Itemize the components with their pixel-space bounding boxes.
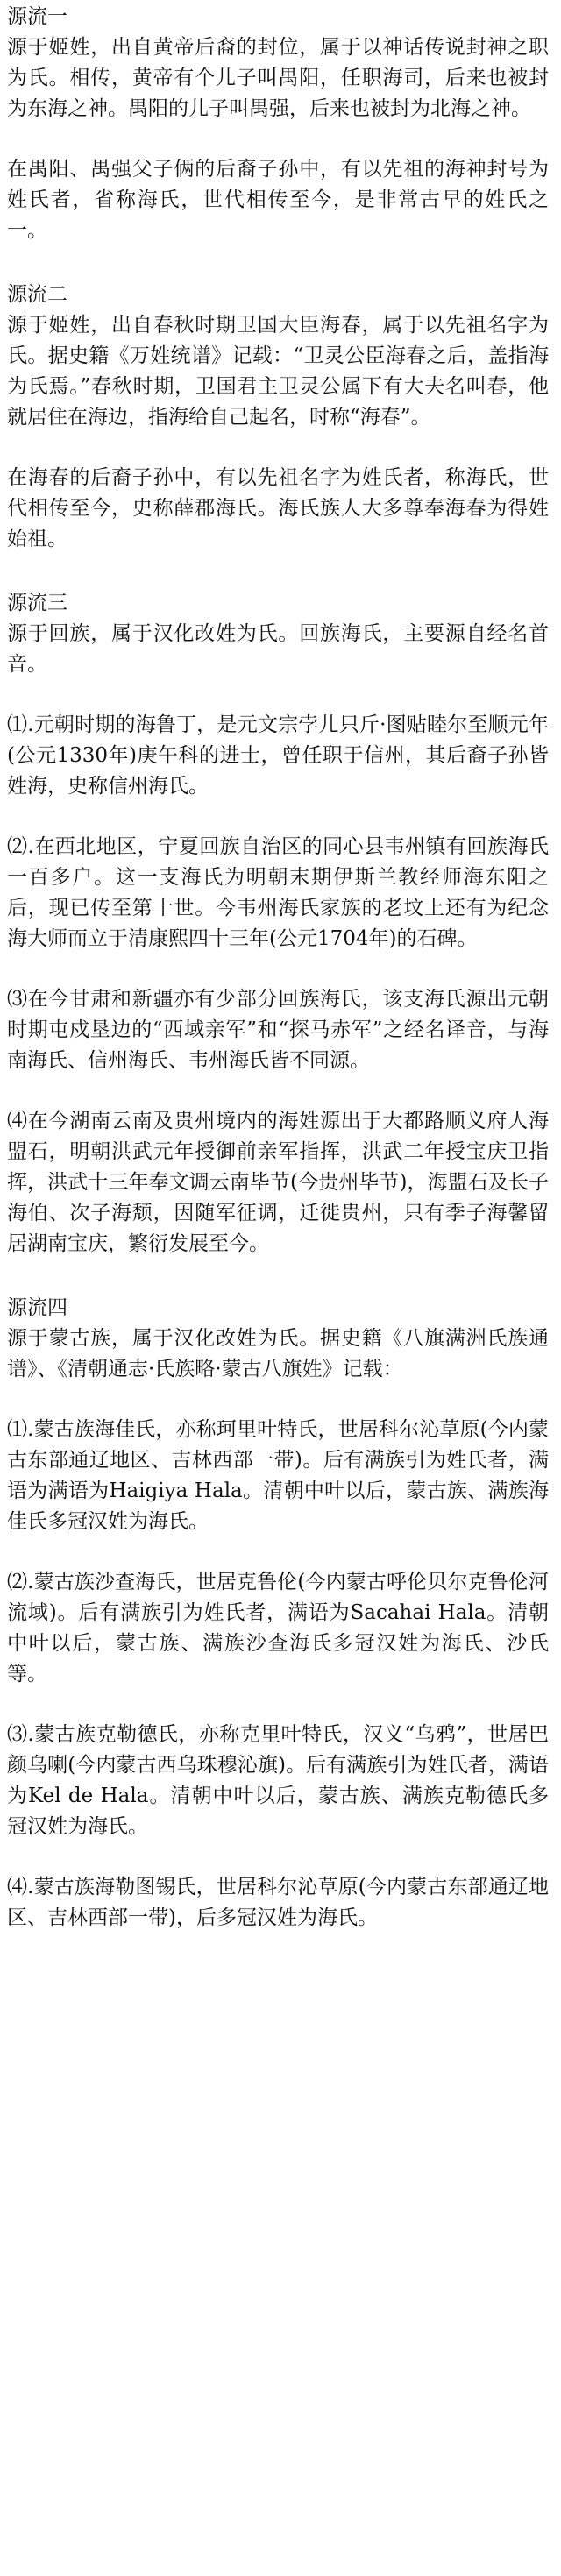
section-source-4 <box>7 1293 549 1934</box>
paragraph: 源于蒙古族，属于汉化改姓为氏。据史籍《八旗满洲氏族通谱》、《清朝通志·氏族略·蒙古八旗姓》记载： <box>7 1327 549 1380</box>
section-source-1 <box>7 2 549 246</box>
paragraph: ⑷在今湖南云南及贵州境内的海姓源出于大都路顺义府人海盟石，明朝洪武元年授御前亲军指挥，洪武二年授宝庆卫指挥，洪武十三年奉文调云南毕节(今贵州毕节)，海盟石及长子海伯、次子海颓，因随军征调，迁徙贵州，只有季子海馨留居湖南宝庆，繁衍发展至今。 <box>7 1110 549 1255</box>
section-heading: 源流一 <box>7 5 67 28</box>
paragraph: ⑶在今甘肃和新疆亦有少部分回族海氏，该支海氏源出元朝时期屯戍垦边的“西域亲军”和“探马赤军”之经名译音，与海南海氏、信州海氏、韦州海氏皆不同源。 <box>7 988 549 1072</box>
section-heading: 源流三 <box>7 592 67 614</box>
paragraph: 在海春的后裔子孙中，有以先祖名字为姓氏者，称海氏，世代相传至今，史称薛郡海氏。海氏族人大多尊奉海春为得姓始祖。 <box>7 466 549 550</box>
paragraph: ⑴.蒙古族海佳氏，亦称珂里叶特氏，世居科尔沁草原(今内蒙古东部通辽地区、吉林西部一带)。后有满族引为姓氏者，满语为满语为Haigiya Hala。清朝中叶以后，蒙古族、满族海佳氏多冠汉姓为海氏。 <box>7 1418 549 1533</box>
paragraph: 源于姬姓，出自黄帝后裔的封位，属于以神话传说封神之职为氏。相传，黄帝有个儿子叫禺阳，任职海司，后来也被封为东海之神。禺阳的儿子叫禺强，后来也被封为北海之神。 <box>7 36 549 120</box>
section-source-3 <box>7 588 549 1260</box>
section-heading: 源流四 <box>7 1296 67 1319</box>
paragraph: ⑴.元朝时期的海鲁丁，是元文宗孛儿只斤·图贴睦尔至顺元年(公元1330年)庚午科的进士，曾任职于信州，其后裔子孙皆姓海，史称信州海氏。 <box>7 713 549 798</box>
paragraph: ⑵.蒙古族沙查海氏，世居克鲁伦(今内蒙古呼伦贝尔克鲁伦河流域)。后有满族引为姓氏者，满语为Sacahai Hala。清朝中叶以后，蒙古族、满族沙查海氏多冠汉姓为海氏、沙氏等。 <box>7 1571 549 1685</box>
paragraph: ⑵.在西北地区，宁夏回族自治区的同心县韦州镇有回族海氏一百多户。这一支海氏为明朝末期伊斯兰教经师海东阳之后，现已传至第十世。今韦州海氏家族的老坟上还有为纪念海大师而立于清康熙四十三年(公元1704年)的石碑。 <box>7 835 549 950</box>
paragraph: 在禺阳、禺强父子俩的后裔子孙中，有以先祖的海神封号为姓氏者，省称海氏，世代相传至今，是非常古早的姓氏之一。 <box>7 158 549 242</box>
paragraph: 源于回族，属于汉化改姓为氏。回族海氏，主要源自经名首音。 <box>7 622 549 676</box>
section-heading: 源流二 <box>7 283 67 306</box>
section-source-2 <box>7 280 549 555</box>
paragraph: ⑷.蒙古族海勒图锡氏，世居科尔沁草原(今内蒙古东部通辽地区、吉林西部一带)，后多冠汉姓为海氏。 <box>7 1876 549 1929</box>
paragraph: ⑶.蒙古族克勒德氏，亦称克里叶特氏，汉义“乌鸦”，世居巴颜乌喇(今内蒙古西乌珠穆沁旗)。后有满族引为姓氏者，满语为Kel de Hala。清朝中叶以后，蒙古族、满族克勒德氏多冠汉姓为海氏。 <box>7 1723 549 1838</box>
paragraph: 源于姬姓，出自春秋时期卫国大臣海春，属于以先祖名字为氏。据史籍《万姓统谱》记载：“卫灵公臣海春之后，盖指海为氏焉。”春秋时期，卫国君主卫灵公属下有大夫名叫春，他就居住在海边，指海给自己起名，时称“海春”。 <box>7 314 549 429</box>
